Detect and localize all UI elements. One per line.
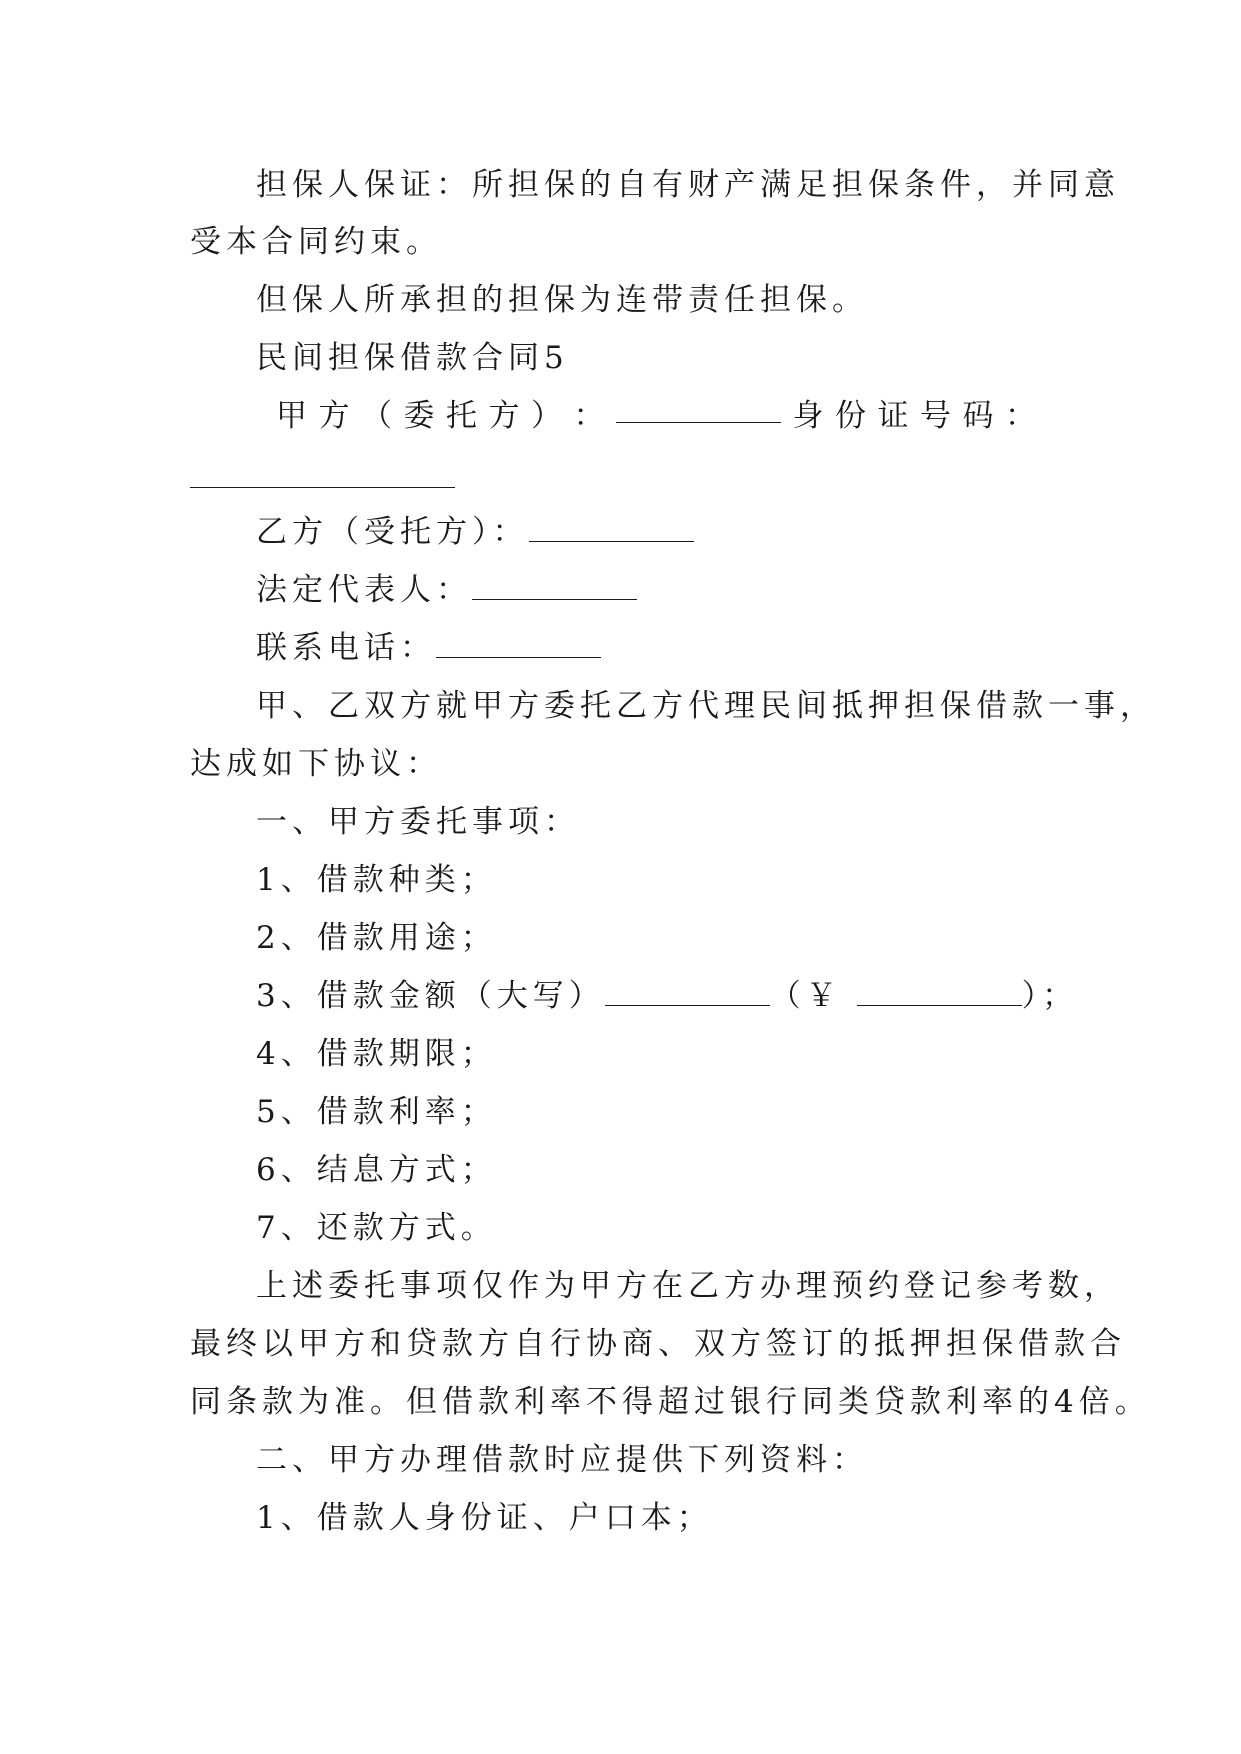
party-a-char: 甲 [276,398,307,434]
list-item: 4、借款期限； [256,1036,497,1072]
list-item: 7、还款方式。 [256,1210,497,1246]
loan-amount-words-blank [605,979,770,1006]
party-a-char: （ [361,398,392,434]
legal-rep-line [256,570,637,610]
id-number-blank [190,487,455,488]
id-number-char: 份 [835,398,866,434]
guarantor-statement-line1: 担保人保证：所担保的自有财产满足担保条件，并同意 [256,167,1120,203]
party-a-char: 方 [318,398,350,434]
guarantee-type-statement: 但保人所承担的担保为连带责任担保。 [256,282,868,318]
party-a-char: 托 [446,398,477,434]
list-item: 1、借款种类； [256,862,497,898]
section2-heading: 二、甲方办理借款时应提供下列资料： [256,1442,868,1478]
note-line3: 同条款为准。但借款利率不得超过银行同类贷款利率的4倍。 [190,1384,1151,1420]
id-number-char: ： [1005,398,1036,434]
phone-label: 联系电话： [256,630,436,666]
list-item: 1、借款人身份证、户口本； [256,1500,713,1536]
list-item: 2、借款用途； [256,920,497,956]
loan-amount-label: 3、借款金额（大写） [256,978,605,1014]
legal-rep-blank [472,573,637,600]
contract-title: 民间担保借款合同5 [256,340,569,376]
party-a-name-blank [616,396,781,423]
party-b-blank [529,515,694,542]
id-number-char: 号 [920,398,951,434]
phone-blank [436,631,601,658]
legal-rep-label: 法定代表人： [256,572,472,608]
section1-heading: 一、甲方委托事项： [256,804,580,840]
party-a-char: 委 [403,398,435,434]
loan-amount-line [256,976,1078,1016]
loan-amount-figures-blank [857,979,1022,1006]
party-b-line [256,512,694,552]
agreement-line1: 甲、乙双方就甲方委托乙方代理民间抵押担保借款一事， [256,688,1156,724]
id-number-char: 身 [792,398,824,434]
party-a-char: ） [531,398,562,434]
party-a-line [276,396,1036,436]
note-line2: 最终以甲方和贷款方自行协商、双方签订的抵押担保借款合 [190,1326,1126,1362]
phone-line [256,628,601,668]
loan-amount-currency: （￥ [769,978,842,1014]
agreement-line2: 达成如下协议： [190,746,442,782]
guarantor-statement-line2: 受本合同约束。 [190,224,442,260]
id-number-char: 码 [962,398,994,434]
list-item: 5、借款利率； [256,1094,497,1130]
list-item: 6、结息方式； [256,1152,497,1188]
party-b-label: 乙方（受托方）： [256,514,529,550]
id-number-char: 证 [877,398,909,434]
loan-amount-close: ）； [1021,978,1079,1014]
party-a-char: 方 [488,398,520,434]
note-line1: 上述委托事项仅作为甲方在乙方办理预约登记参考数， [256,1268,1120,1304]
party-a-char: ： [573,398,605,434]
